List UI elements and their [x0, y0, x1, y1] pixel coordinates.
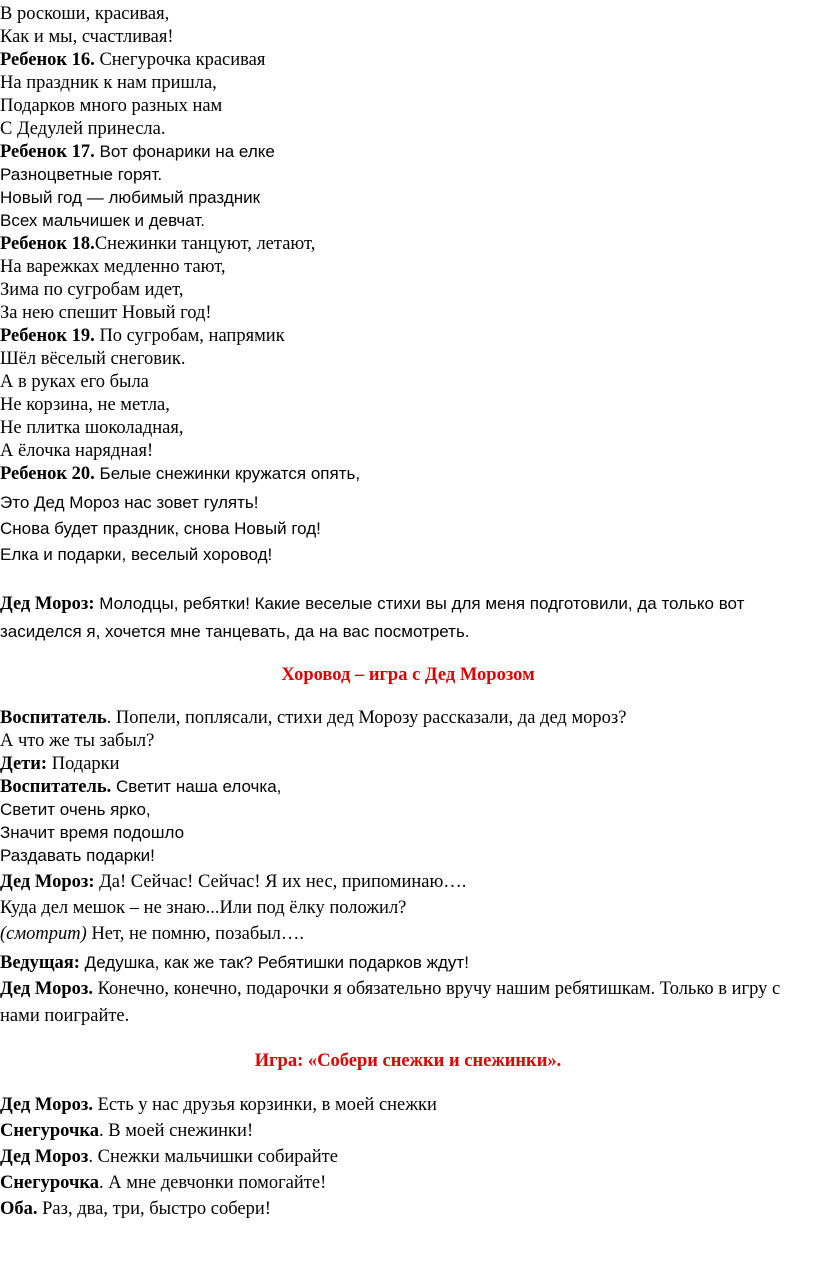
- speaker-label: Ребенок 16.: [0, 50, 95, 70]
- verse-line: На варежках медленно тают,: [0, 257, 226, 277]
- verse-line: А ёлочка нарядная!: [0, 441, 154, 461]
- dialogue-text: . В моей снежинки!: [99, 1121, 254, 1141]
- dialogue-line: А что же ты забыл?: [0, 731, 155, 751]
- speaker-label: Ребенок 18.: [0, 234, 95, 254]
- verse-line: С Дедулей принесла.: [0, 119, 166, 139]
- verse-line: Не корзина, не метла,: [0, 395, 170, 415]
- dialogue-text: . А мне девчонки помогайте!: [99, 1173, 327, 1193]
- speaker-label: Дед Мороз.: [0, 1095, 93, 1115]
- dialogue-text: Да! Сейчас! Сейчас! Я их нес, припоминаю….: [94, 872, 467, 892]
- verse-line: [0, 325, 285, 347]
- dialogue-text: Есть у нас друзья корзинки, в моей снежки: [92, 1095, 437, 1115]
- verse-line: Шёл вёселый снеговик.: [0, 349, 186, 369]
- verse-line: Зима по сугробам идет,: [0, 280, 184, 300]
- speaker-label: Воспитатель.: [0, 777, 112, 797]
- dialogue-text: Нет, не помню, позабыл….: [86, 924, 305, 944]
- stage-direction: (смотрит): [0, 924, 87, 944]
- verse-line: Новый год — любимый праздник: [0, 188, 261, 207]
- paragraph-text: Молодцы, ребятки! Какие веселые стихи вы для меня подготовили, да только вот засиделся я, хочется мне танцевать, да на вас посмотреть.: [0, 594, 745, 641]
- speaker-label: Дети:: [0, 754, 48, 774]
- dialogue-line: [0, 707, 626, 729]
- dialogue-line: [0, 1120, 253, 1142]
- section-title: Хоровод – игра с Дед Морозом: [281, 665, 535, 685]
- speaker-label: Ребенок 17.: [0, 142, 95, 162]
- dialogue-text: Дедушка, как же так? Ребятишки подарков ждут!: [79, 953, 469, 972]
- dialogue-text: . Попели, поплясали, стихи дед Морозу рассказали, да дед мороз?: [106, 708, 627, 728]
- dialogue-line: [0, 1146, 338, 1168]
- verse-line: На праздник к нам пришла,: [0, 73, 217, 93]
- verse-line: Разноцветные горят.: [0, 165, 163, 184]
- verse-text: Снегурочка красивая: [94, 50, 266, 70]
- speaker-label: Дед Мороз: [0, 1147, 89, 1167]
- verse-line: [0, 463, 360, 485]
- dialogue-line: Значит время подошло: [0, 823, 185, 842]
- verse-line: [0, 233, 315, 255]
- dialogue-text: Светит наша елочка,: [111, 777, 282, 796]
- dialogue-line: [0, 923, 304, 945]
- paragraph-text: Конечно, конечно, подарочки я обязательно вручу нашим ребятишкам. Только в игру с нами поиграйте.: [0, 979, 781, 1026]
- speaker-label: Ребенок 19.: [0, 326, 95, 346]
- speaker-label: Снегурочка: [0, 1121, 100, 1141]
- verse-text: Белые снежинки кружатся опять,: [94, 464, 361, 483]
- speaker-label: Ребенок 20.: [0, 464, 95, 484]
- verse-line: Это Дед Мороз нас зовет гулять!: [0, 493, 259, 512]
- dialogue-text: Раз, два, три, быстро собери!: [37, 1199, 271, 1219]
- paragraph: [0, 976, 806, 1030]
- verse-text: Снежинки танцуют, летают,: [94, 234, 316, 254]
- dialogue-line: [0, 1172, 326, 1194]
- speaker-label: Ведущая:: [0, 953, 80, 973]
- verse-line: Елка и подарки, веселый хоровод!: [0, 545, 273, 564]
- dialogue-line: [0, 776, 281, 798]
- verse-line: [0, 141, 275, 163]
- verse-line: Всех мальчишек и девчат.: [0, 211, 205, 230]
- dialogue-text: Подарки: [47, 754, 120, 774]
- speaker-label: Снегурочка: [0, 1173, 100, 1193]
- dialogue-line: Куда дел мешок – не знаю...Или под ёлку положил?: [0, 898, 407, 918]
- speaker-label: Оба.: [0, 1199, 38, 1219]
- verse-line: [0, 49, 265, 71]
- dialogue-line: [0, 871, 466, 893]
- verse-line: Как и мы, счастливая!: [0, 27, 174, 47]
- section-title: Игра: «Собери снежки и снежинки».: [254, 1051, 562, 1071]
- verse-line: А в руках его была: [0, 372, 149, 392]
- dialogue-line: Светит очень ярко,: [0, 800, 151, 819]
- dialogue-line: [0, 753, 120, 775]
- verse-line: Подарков много разных нам: [0, 96, 223, 116]
- dialogue-text: . Снежки мальчишки собирайте: [88, 1147, 338, 1167]
- dialogue-line: Раздавать подарки!: [0, 846, 155, 865]
- dialogue-line: [0, 1198, 271, 1220]
- dialogue-line: [0, 1094, 437, 1116]
- paragraph: [0, 590, 806, 646]
- dialogue-line: [0, 952, 469, 974]
- verse-line: В роскоши, красивая,: [0, 4, 170, 24]
- verse-line: Снова будет праздник, снова Новый год!: [0, 519, 321, 538]
- speaker-label: Воспитатель: [0, 708, 107, 728]
- verse-text: Вот фонарики на елке: [94, 142, 275, 161]
- verse-text: По сугробам, напрямик: [94, 326, 285, 346]
- speaker-label: Дед Мороз:: [0, 594, 95, 614]
- verse-line: За нею спешит Новый год!: [0, 303, 212, 323]
- speaker-label: Дед Мороз:: [0, 872, 95, 892]
- speaker-label: Дед Мороз.: [0, 979, 93, 999]
- verse-line: Не плитка шоколадная,: [0, 418, 184, 438]
